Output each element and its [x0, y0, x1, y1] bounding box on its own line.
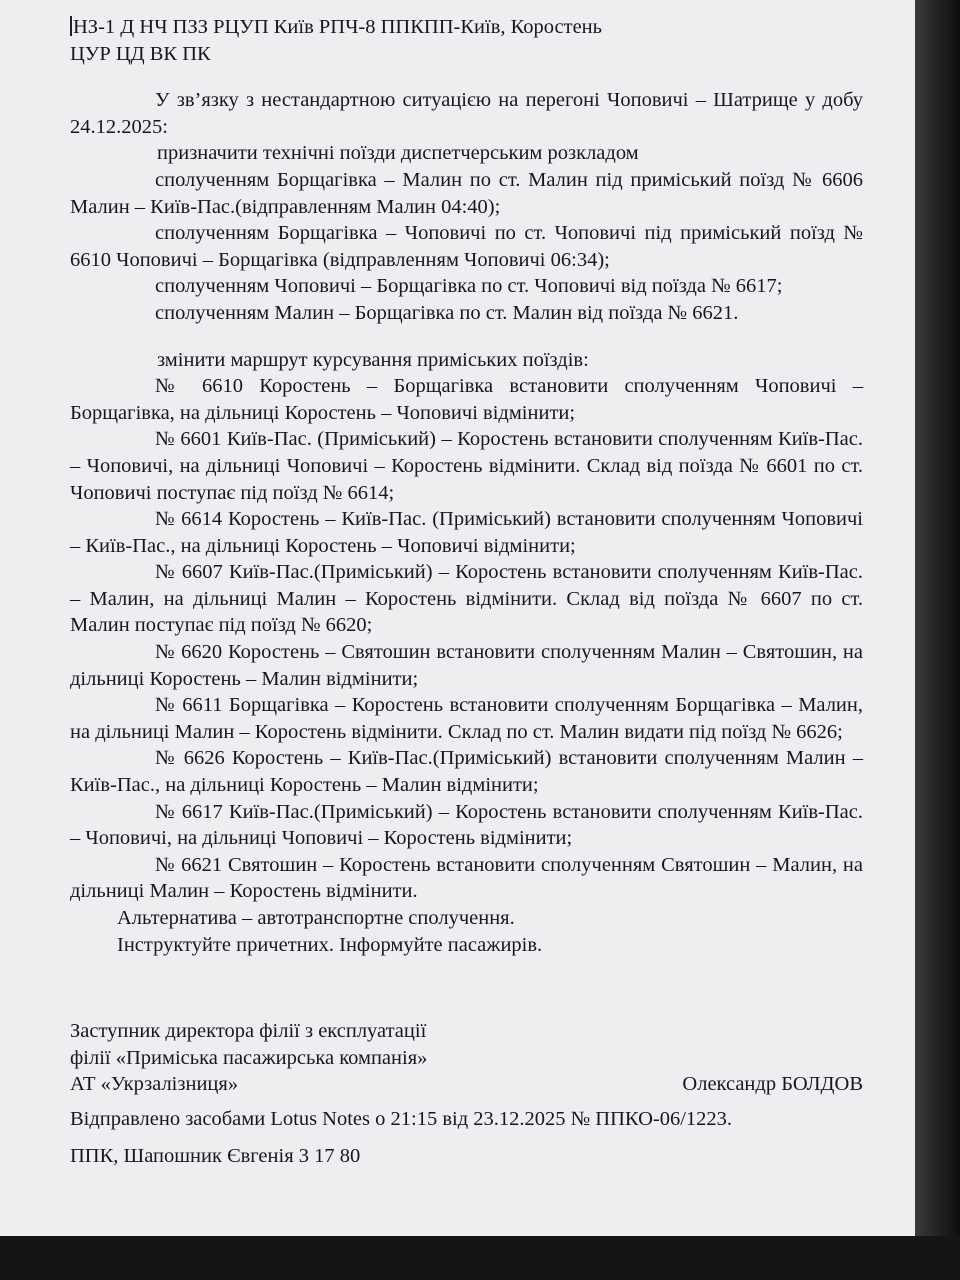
technical-item: сполученням Чоповичі – Борщагівка по ст. Чоповичі від поїзда № 6617;	[155, 275, 783, 298]
monitor-bezel-right	[915, 0, 960, 1280]
routes-heading: змінити маршрут курсування приміських поїздів:	[157, 348, 589, 371]
route-item: № 6626 Коростень – Київ-Пас.(Приміський) встановити сполученням Малин – Київ-Пас., на дільниці Коростень – Малин відмінити;	[70, 747, 863, 797]
sent-note: Відправлено засобами Lotus Notes о 21:15 від 23.12.2025 № ППКО-06/1223.	[70, 1107, 733, 1130]
monitor-bezel-bottom	[0, 1236, 960, 1280]
route-item: № 6611 Борщагівка – Коростень встановити сполученням Борщагівка – Малин, на дільниці Малин – Коростень відмінити. Склад по ст. Малин видати під поїзд № 6626;	[70, 694, 863, 743]
signer-name: Олександр БОЛДОВ	[682, 1073, 863, 1096]
route-item: № 6614 Коростень – Київ-Пас. (Приміський) встановити сполученням Чоповичі – Київ-Пас., на дільниці Коростень – Чоповичі відмінити;	[70, 508, 863, 557]
route-item: № 6601 Київ-Пас. (Приміський) – Коростень встановити сполученням Київ-Пас. – Чоповичі, на дільниці Чоповичі – Коростень відмінити. Склад від поїзда № 6601 по ст. Чоповичі поступає під поїзд № 6614;	[70, 428, 863, 504]
contact-line: ППК, Шапошник Євгенія 3 17 80	[70, 1144, 361, 1167]
technical-item: сполученням Малин – Борщагівка по ст. Малин від поїзда № 6621.	[155, 301, 739, 324]
route-item: № 6607 Київ-Пас.(Приміський) – Коростень встановити сполученням Київ-Пас. – Малин, на дільниці Малин – Коростень відмінити. Склад від поїзда № 6607 по ст. Малин поступає під поїзд № 6620;	[70, 561, 863, 637]
header-line-1	[70, 14, 863, 41]
intro-paragraph: У зв’язку з нестандартною ситуацією на перегоні Чоповичі – Шатрище у добу 24.12.2025:	[70, 89, 863, 138]
alternative-line: Альтернатива – автотранспортне сполучення.	[117, 907, 515, 929]
route-item: № 6610 Коростень – Борщагівка встановити сполученням Чоповичі – Борщагівка, на дільниці Коростень – Чоповичі відмінити;	[70, 375, 863, 424]
technical-heading: призначити технічні поїзди диспетчерським розкладом	[157, 142, 639, 165]
route-item: № 6620 Коростень – Святошин встановити сполученням Малин – Святошин, на дільниці Коростень – Малин відмінити;	[70, 641, 863, 690]
technical-item: сполученням Борщагівка – Чоповичі по ст. Чоповичі під приміський поїзд № 6610 Чоповичі – Борщагівка (відправленням Чоповичі 06:34);	[70, 222, 863, 271]
header-line-1-text: НЗ-1 Д НЧ ПЗЗ РЦУП Київ РПЧ-8 ППКПП-Київ, Коростень	[73, 16, 603, 38]
signer-title-1: Заступник директора філії з експлуатації	[70, 1020, 427, 1043]
header-line-2: ЦУР ЦД ВК ПК	[70, 42, 211, 65]
signer-title-3: АТ «Укрзалізниця»	[70, 1073, 239, 1096]
signer-title-2: філії «Приміська пасажирська компанія»	[70, 1046, 428, 1069]
instruction-line: Інструктуйте причетних. Інформуйте пасажирів.	[117, 933, 543, 956]
signature-block	[70, 1018, 863, 1098]
route-item: № 6617 Київ-Пас.(Приміський) – Коростень встановити сполученням Київ-Пас. – Чоповичі, на дільниці Чоповичі – Коростень відмінити;	[70, 800, 863, 850]
route-item: № 6621 Святошин – Коростень встановити сполученням Святошин – Малин, на дільниці Малин – Коростень відмінити.	[70, 853, 863, 903]
technical-item: сполученням Борщагівка – Малин по ст. Малин під приміський поїзд № 6606 Малин – Київ-Пас.(відправленням Малин 04:40);	[70, 168, 863, 218]
text-cursor	[70, 16, 72, 36]
